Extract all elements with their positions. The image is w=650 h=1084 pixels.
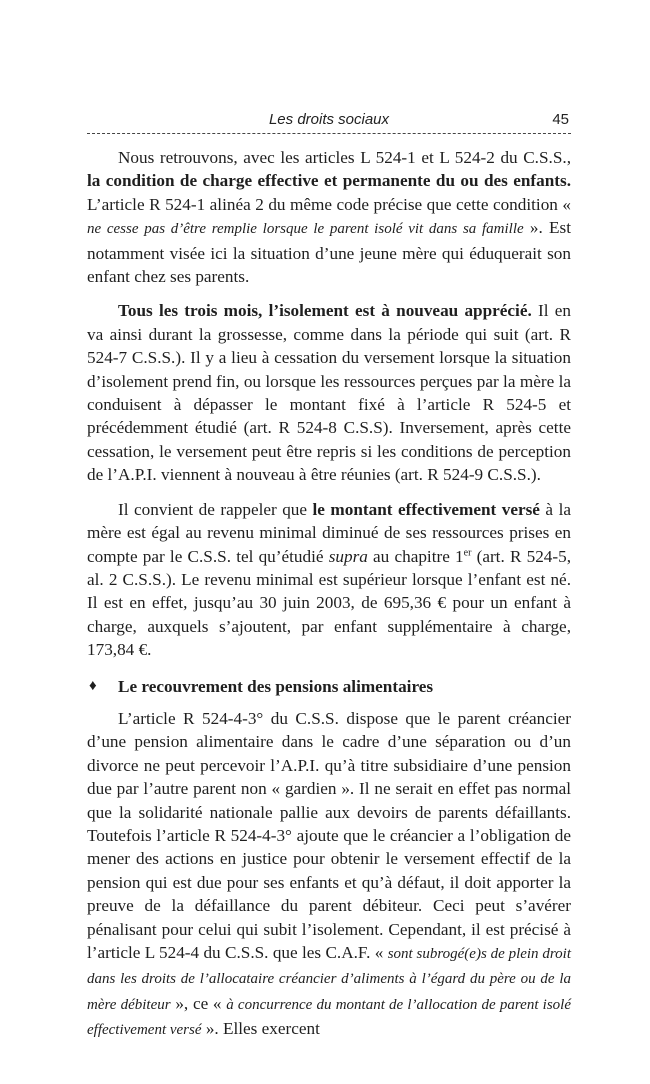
bold-phrase: Tous les trois mois, l’isolement est à nouveau apprécié. — [118, 301, 532, 321]
section-heading-text: Le recouvrement des pensions alimentaires — [118, 676, 434, 696]
quotation: sont subrogé(e)s de plein droit dans les droits de l’allocataire créancier d’aliments à l’égard du père ou de la mère débiteur — [87, 946, 571, 1013]
text-run: Il convient de rappeler que — [118, 499, 313, 519]
text-run: à la mère est égal au revenu minimal diminué de ses ressources prises en compte par le C.S.S. tel qu’étudié — [87, 499, 571, 566]
paragraph-charge-condition — [87, 146, 571, 288]
text-run: ». Est notamment visée ici la situation d’une jeune mère qui éduquerait son enfant chez ses parents. — [87, 218, 571, 287]
text-run: au chapitre 1 — [367, 546, 464, 566]
page-header — [87, 109, 571, 134]
quotation: ne cesse pas d’être remplie lorsque le parent isolé vit dans sa famille — [87, 221, 524, 238]
paragraph-isolation-review — [87, 299, 571, 486]
bold-phrase: la condition de charge effective et permanente du ou des enfants. — [87, 171, 571, 191]
text-run: », ce « — [170, 993, 227, 1013]
section-heading — [87, 675, 571, 698]
bold-phrase: le montant effectivement versé — [312, 499, 540, 519]
diamond-bullet-icon: ♦ — [89, 677, 97, 694]
paragraph-amount-paid — [87, 498, 571, 662]
text-run: L’article R 524-4-3° du C.S.S. dispose que le parent créancier d’une pension alimentaire dans le cadre d’une séparation ou d’un divorce ne peut percevoir l’A.P.I. qu’à titre subsidiaire d’une pension due par l’autre parent non « gardien ». Il ne serait en effet pas normal que la solidarité nationale pallie aux devoirs de parents défaillants. Toutefois l’article R 524-4-3° ajoute que le créancier a l’obligation de mener des actions en justice pour obtenir le versement effectif de la pension qui est due pour ses enfants et qu’à défaut, il doit apporter la preuve de la défaillance du parent débiteur. Ceci peut s’avérer pénalisant pour celui qui subit l’isolement. Cependant, il est précisé à l’article L 524-4 du C.S.S. que les C.A.F. « — [87, 708, 571, 962]
text-run: ». Elles exercent — [201, 1019, 320, 1039]
body-text — [87, 146, 571, 1053]
quotation: à concurrence du montant de l’allocation de parent isolé effectivement versé — [87, 996, 571, 1039]
text-run: Nous retrouvons, avec les articles L 524-1 et L 524-2 du C.S.S., — [118, 148, 571, 167]
text-run: (art. R 524-5, al. 2 C.S.S.). Le revenu minimal est supérieur lorsque l’enfant est né. Il est en effet, jusqu’au 30 juin 2003, de 695,36 € pour un enfant à charge, auxquels s’ajoutent, par enfant supplémentaire à charge, 173,84 €. — [87, 546, 572, 660]
text-run: L’article R 524-1 alinéa 2 du même code précise que cette condition « — [87, 194, 571, 214]
page-number: 45 — [552, 111, 569, 128]
superscript: er — [463, 546, 472, 558]
text-run: Il en va ainsi durant la grossesse, comme dans la période qui suit (art. R 524-7 C.S.S.). Il y a lieu à cessation du versement lorsque la situation d’isolement prend fin, ou lorsque les ressources perçues par la mère la conduisent à dépasser le montant fixé à l’article R 524-5 et précédemment étudié (art. R 524-8 C.S.S). Inversement, après cette cessation, le versement peut être repris si les conditions de perception de l’A.P.I. viennent à nouveau à être réunies (art. R 524-9 C.S.S.). — [87, 301, 571, 485]
running-title: Les droits sociaux — [268, 111, 390, 128]
italic-word: supra — [328, 546, 368, 566]
paragraph-alimony-recovery — [87, 707, 571, 1043]
